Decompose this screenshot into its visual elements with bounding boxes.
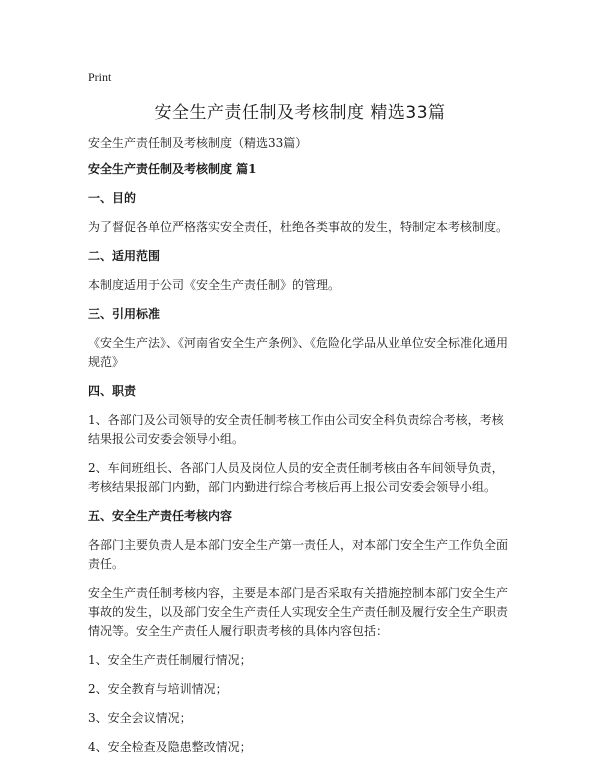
print-label: Print <box>88 70 112 84</box>
section-heading: 一、目的 <box>88 191 137 205</box>
paragraph: 各部门主要负责人是本部门安全生产第一责任人，对本部门安全生产工作负全面责任。 <box>88 538 509 571</box>
section-heading: 安全生产责任制及考核制度 篇1 <box>88 162 257 176</box>
paragraph: 《安全生产法》、《河南省安全生产条例》、《危险化学品从业单位安全标准化通用规范》 <box>88 336 509 369</box>
section-heading: 四、职责 <box>88 384 137 398</box>
list-item: 1、安全生产责任制履行情况； <box>88 653 252 667</box>
paragraph: 1、各部门及公司领导的安全责任制考核工作由公司安全科负责综合考核，考核结果报公司安委会领导小组。 <box>88 413 504 446</box>
section-heading: 三、引用标准 <box>88 307 161 321</box>
section-heading: 二、适用范围 <box>88 249 161 263</box>
list-item: 2、安全教育与培训情况； <box>88 682 228 696</box>
paragraph: 安全生产责任制考核内容，主要是本部门是否采取有关措施控制本部门安全生产事故的发生，以及部门安全生产责任人实现安全生产责任制及履行安全生产职责情况等。安全生产责任人履行职责考核的具体内容包括： <box>88 586 509 638</box>
document-body <box>88 160 512 767</box>
list-item: 3、安全会议情况； <box>88 711 192 725</box>
section-heading: 五、安全生产责任考核内容 <box>88 509 233 523</box>
list-item: 4、安全检查及隐患整改情况； <box>88 740 252 754</box>
document-title: 安全生产责任制及考核制度 精选33篇 <box>154 103 446 123</box>
paragraph: 本制度适用于公司《安全生产责任制》的管理。 <box>88 278 341 292</box>
paragraph: 2、车间班组长、各部门人员及岗位人员的安全责任制考核由各车间领导负责，考核结果报部门内勤，部门内勤进行综合考核后再上报公司安委会领导小组。 <box>88 461 504 494</box>
document-subtitle: 安全生产责任制及考核制度（精选33篇） <box>88 136 308 150</box>
paragraph: 为了督促各单位严格落实安全责任，杜绝各类事故的发生，特制定本考核制度。 <box>88 220 509 234</box>
